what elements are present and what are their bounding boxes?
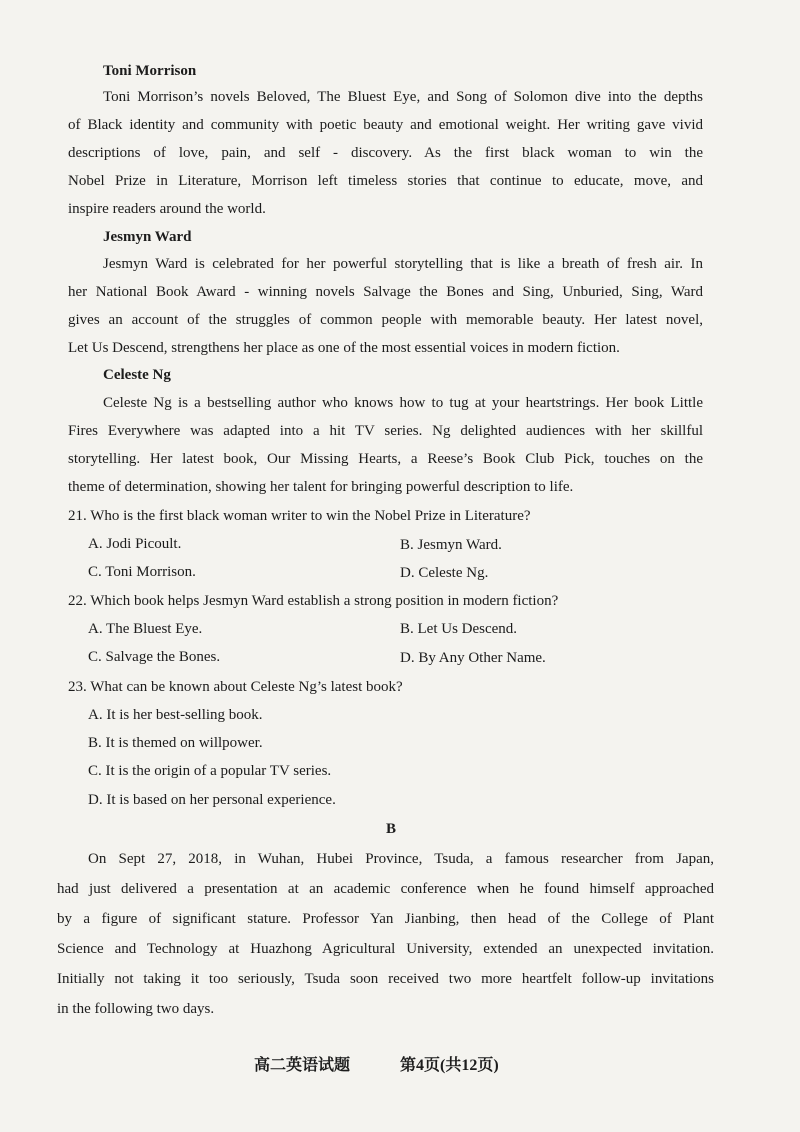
passage-b-label: B	[386, 821, 397, 837]
section-heading-morrison: Toni Morrison	[103, 63, 197, 79]
paragraph-line: Toni Morrison’s novels Beloved, The Bluest Eye, and Song of Solomon dive into the depths	[103, 89, 703, 105]
question-22-stem: 22. Which book helps Jesmyn Ward establish a strong position in modern fiction?	[68, 593, 559, 609]
paragraph-line: On Sept 27, 2018, in Wuhan, Hubei Province, Tsuda, a famous researcher from Japan,	[88, 851, 714, 867]
paragraph-line: descriptions of love, pain, and self - discovery. As the first black woman to win the	[68, 145, 703, 161]
question-22-option-b: B. Let Us Descend.	[400, 621, 518, 637]
paragraph-line: theme of determination, showing her talent for bringing powerful description to life.	[68, 479, 574, 495]
question-23-option-c: C. It is the origin of a popular TV series.	[88, 763, 332, 779]
paragraph-line: Nobel Prize in Literature, Morrison left timeless stories that continue to educate, move, and	[68, 173, 703, 189]
question-22-option-a: A. The Bluest Eye.	[88, 621, 203, 637]
paragraph-line: inspire readers around the world.	[68, 201, 266, 217]
question-22-option-d: D. By Any Other Name.	[400, 650, 546, 666]
paragraph-line: Jesmyn Ward is celebrated for her powerful storytelling that is like a breath of fresh air. In	[103, 256, 703, 272]
paragraph-line: Science and Technology at Huazhong Agricultural University, extended an unexpected invitation.	[57, 941, 714, 957]
question-22-option-c: C. Salvage the Bones.	[88, 649, 221, 665]
paragraph-line: Fires Everywhere was adapted into a hit TV series. Ng delighted audiences with her skillful	[68, 423, 703, 439]
question-21-option-d: D. Celeste Ng.	[400, 565, 489, 581]
section-heading-ward: Jesmyn Ward	[103, 229, 192, 245]
paragraph-line: Celeste Ng is a bestselling author who knows how to tug at your heartstrings. Her book Little	[103, 395, 703, 411]
question-23-option-a: A. It is her best-selling book.	[88, 707, 263, 723]
paragraph-line: gives an account of the struggles of common people with memorable beauty. Her latest novel,	[68, 312, 703, 328]
footer-subject: 高二英语试题	[254, 1057, 351, 1074]
question-23-stem: 23. What can be known about Celeste Ng’s latest book?	[68, 679, 403, 695]
paragraph-line: had just delivered a presentation at an academic conference when he found himself approached	[57, 881, 714, 897]
paragraph-line: by a figure of significant stature. Professor Yan Jianbing, then head of the College of Plant	[57, 911, 714, 927]
paragraph-line: Initially not taking it too seriously, Tsuda soon received two more heartfelt follow-up invitations	[57, 971, 714, 987]
paragraph-line: her National Book Award - winning novels Salvage the Bones and Sing, Unburied, Sing, Ward	[68, 284, 703, 300]
question-21-option-c: C. Toni Morrison.	[88, 564, 196, 580]
footer-page-number: 第4页(共12页)	[400, 1057, 499, 1074]
question-21-stem: 21. Who is the first black woman writer to win the Nobel Prize in Literature?	[68, 508, 531, 524]
paragraph-line: of Black identity and community with poetic beauty and emotional weight. Her writing gave vivid	[68, 117, 703, 133]
paragraph-line: Let Us Descend, strengthens her place as one of the most essential voices in modern fiction.	[68, 340, 620, 356]
paragraph-line: storytelling. Her latest book, Our Missing Hearts, a Reese’s Book Club Pick, touches on the	[68, 451, 703, 467]
question-23-option-d: D. It is based on her personal experience.	[88, 792, 336, 808]
question-21-option-b: B. Jesmyn Ward.	[400, 537, 502, 553]
question-21-option-a: A. Jodi Picoult.	[88, 536, 182, 552]
question-23-option-b: B. It is themed on willpower.	[88, 735, 263, 751]
section-heading-ng: Celeste Ng	[103, 367, 171, 383]
paragraph-line: in the following two days.	[57, 1001, 215, 1017]
